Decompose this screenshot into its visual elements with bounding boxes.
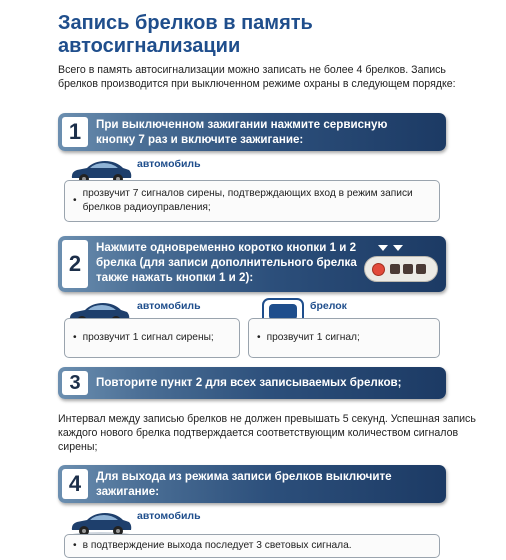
step-4-text: Для выхода из режима записи брелков выключите зажигание: — [96, 470, 392, 498]
bullet: • — [73, 540, 77, 551]
step-1-banner — [58, 113, 446, 151]
step-2-number: 2 — [62, 240, 88, 288]
step-1-car-result — [64, 180, 440, 222]
step-4-car-label: автомобиль — [137, 510, 201, 522]
keyfob-button-3-icon — [416, 264, 426, 274]
page-title: Запись брелков в память автосигнализации — [58, 12, 313, 57]
step-2-car-label: автомобиль — [137, 300, 201, 312]
step-3-banner — [58, 367, 446, 399]
step-4-car-result — [64, 534, 440, 558]
step-4-car-result-text: в подтверждение выхода последует 3 световых сигнала. — [82, 540, 352, 551]
bullet: • — [73, 332, 77, 343]
step-2-keyfob-label: брелок — [310, 300, 347, 312]
bullet: • — [257, 332, 261, 343]
arrow-down-icon — [378, 245, 388, 251]
arrow-down-icon — [393, 245, 403, 251]
step-2-keyfob-result — [248, 318, 440, 358]
keyfob-button-2-icon — [403, 264, 413, 274]
step-3-text: Повторите пункт 2 для всех записываемых брелков; — [96, 376, 402, 389]
step-2-text: Нажмите одновременно коротко кнопки 1 и 2 брелка (для записи дополнительного брелка также нажать кнопки 1 и 2): — [96, 241, 357, 284]
bullet: • — [73, 195, 77, 206]
step-2-keyfob-result-text: прозвучит 1 сигнал; — [266, 332, 360, 343]
step-2-car-result-text: прозвучит 1 сигнал сирены; — [82, 332, 214, 343]
step-1-text: При выключенном зажигании нажмите сервисную кнопку 7 раз и включите зажигание: — [96, 118, 388, 146]
interval-note: Интервал между записью брелков не должен превышать 5 секунд. Успешная запись каждого нового брелка подтверждается соответствующим количеством сигналов сирены; — [58, 413, 476, 453]
keyfob-red-button-icon — [372, 263, 385, 276]
step-1-car-label: автомобиль — [137, 158, 201, 170]
step-1-number: 1 — [62, 117, 88, 147]
step-3-number: 3 — [62, 371, 88, 395]
step-4-number: 4 — [62, 469, 88, 499]
keyfob-buttons-icon — [364, 256, 438, 282]
intro-text: Всего в память автосигнализации можно записать не более 4 брелков. Запись брелков производится при выключенном режиме охраны в следующем порядке: — [58, 64, 456, 90]
keyfob-button-1-icon — [390, 264, 400, 274]
step-4-banner — [58, 465, 446, 503]
step-2-car-result — [64, 318, 240, 358]
step-1-car-result-text: прозвучит 7 сигналов сирены, подтверждающих вход в режим записи брелков радиоуправления; — [82, 188, 413, 213]
